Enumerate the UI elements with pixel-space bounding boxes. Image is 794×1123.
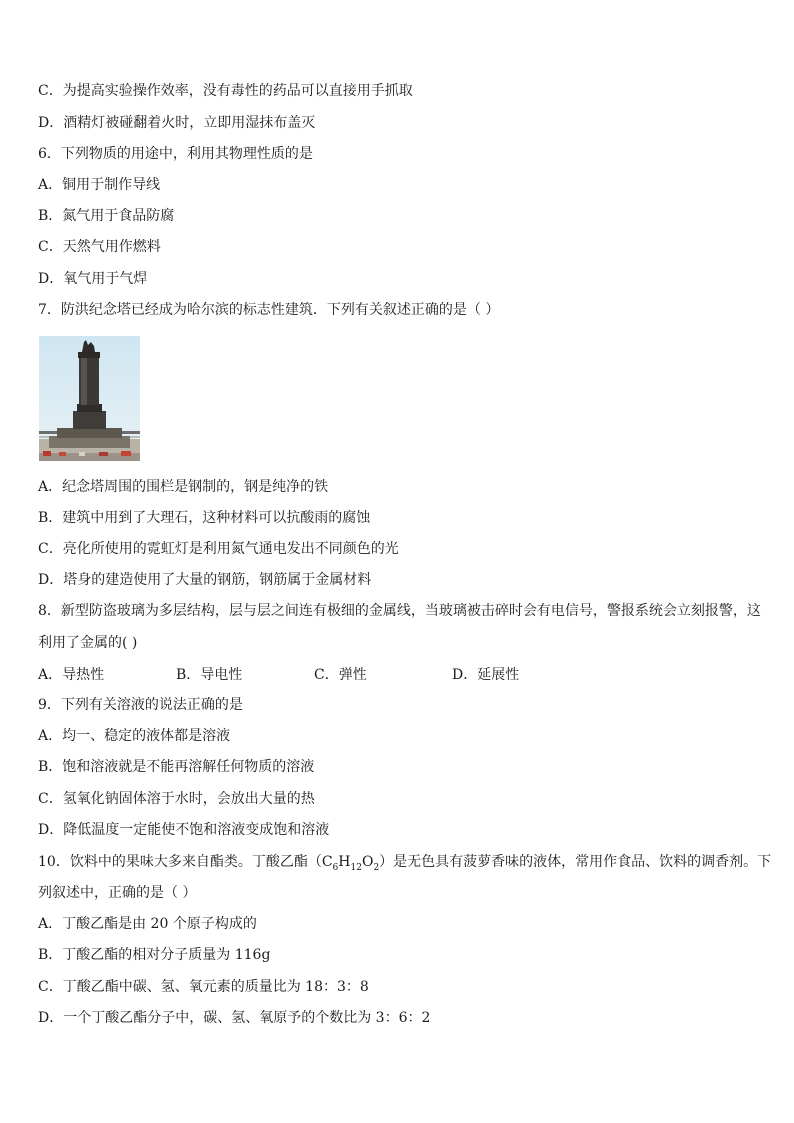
- flood-memorial-tower-photo: [39, 336, 140, 461]
- q9-option-b: B．饱和溶液就是不能再溶解任何物质的溶液: [38, 759, 315, 775]
- q10-stem-line2: 列叙述中，正确的是（ ）: [38, 885, 197, 901]
- q6-option-d: D．氧气用于气焊: [38, 271, 148, 287]
- q9-stem: 9．下列有关溶液的说法正确的是: [38, 697, 243, 713]
- q8-stem-line2: 利用了金属的( ): [38, 635, 138, 651]
- q5-option-d: D．酒精灯被碰翻着火时，立即用湿抹布盖灭: [38, 115, 316, 131]
- q9-option-d: D．降低温度一定能使不饱和溶液变成饱和溶液: [38, 822, 330, 838]
- q6-option-b: B．氮气用于食品防腐: [38, 208, 175, 224]
- formula-oxygen-count: 2: [373, 862, 380, 873]
- q8-option-b: B．导电性: [176, 667, 243, 683]
- q7-option-c: C．亮化所使用的霓虹灯是利用氮气通电发出不同颜色的光: [38, 541, 399, 557]
- q5-option-c: C．为提高实验操作效率，没有毒性的药品可以直接用手抓取: [38, 83, 413, 99]
- q10-option-a: A．丁酸乙酯是由 20 个原子构成的: [38, 916, 257, 932]
- q10-stem-suffix: ）是无色具有菠萝香味的液体，常用作食品、饮料的调香剂。下: [379, 854, 772, 870]
- q9-option-a: A．均一、稳定的液体都是溶液: [38, 728, 231, 744]
- q10-option-b: B．丁酸乙酯的相对分子质量为 116g: [38, 947, 271, 963]
- q8-option-d: D．延展性: [452, 667, 520, 683]
- q10-stem-prefix: 10．饮料中的果味大多来自酯类。丁酸乙酯（: [38, 854, 322, 870]
- formula-oxygen: O: [361, 854, 374, 870]
- q8-options: [38, 664, 758, 684]
- q9-option-c: C．氢氧化钠固体溶于水时，会放出大量的热: [38, 791, 315, 807]
- q6-option-a: A．铜用于制作导线: [38, 177, 161, 193]
- formula-carbon: C: [321, 854, 333, 870]
- formula-carbon-count: 6: [332, 862, 339, 873]
- q7-option-a: A．纪念塔周围的围栏是钢制的，钢是纯净的铁: [38, 479, 329, 495]
- formula-hydrogen: H: [338, 854, 351, 870]
- q8-option-a: A．导热性: [38, 667, 105, 683]
- q7-option-d: D．塔身的建造使用了大量的钢筋，钢筋属于金属材料: [38, 572, 372, 588]
- q8-stem-line1: 8．新型防盗玻璃为多层结构，层与层之间连有极细的金属线，当玻璃被击碎时会有电信号，警报系统会立刻报警，这: [38, 603, 761, 619]
- q6-stem: 6．下列物质的用途中，利用其物理性质的是: [38, 146, 313, 162]
- q8-option-c: C．弹性: [314, 667, 367, 683]
- q10-stem-line1: [38, 853, 771, 871]
- q7-option-b: B．建筑中用到了大理石，这种材料可以抗酸雨的腐蚀: [38, 510, 371, 526]
- tower-illustration: [39, 336, 140, 461]
- formula-hydrogen-count: 12: [350, 862, 362, 873]
- q10-option-d: D．一个丁酸乙酯分子中，碳、氢、氧原予的个数比为 3：6：2: [38, 1010, 431, 1026]
- q7-stem: 7．防洪纪念塔已经成为哈尔滨的标志性建筑．下列有关叙述正确的是（ ）: [38, 302, 500, 318]
- q10-option-c: C．丁酸乙酯中碳、氢、氧元素的质量比为 18：3：8: [38, 979, 369, 995]
- q6-option-c: C．天然气用作燃料: [38, 239, 161, 255]
- chemical-formula: [321, 854, 380, 873]
